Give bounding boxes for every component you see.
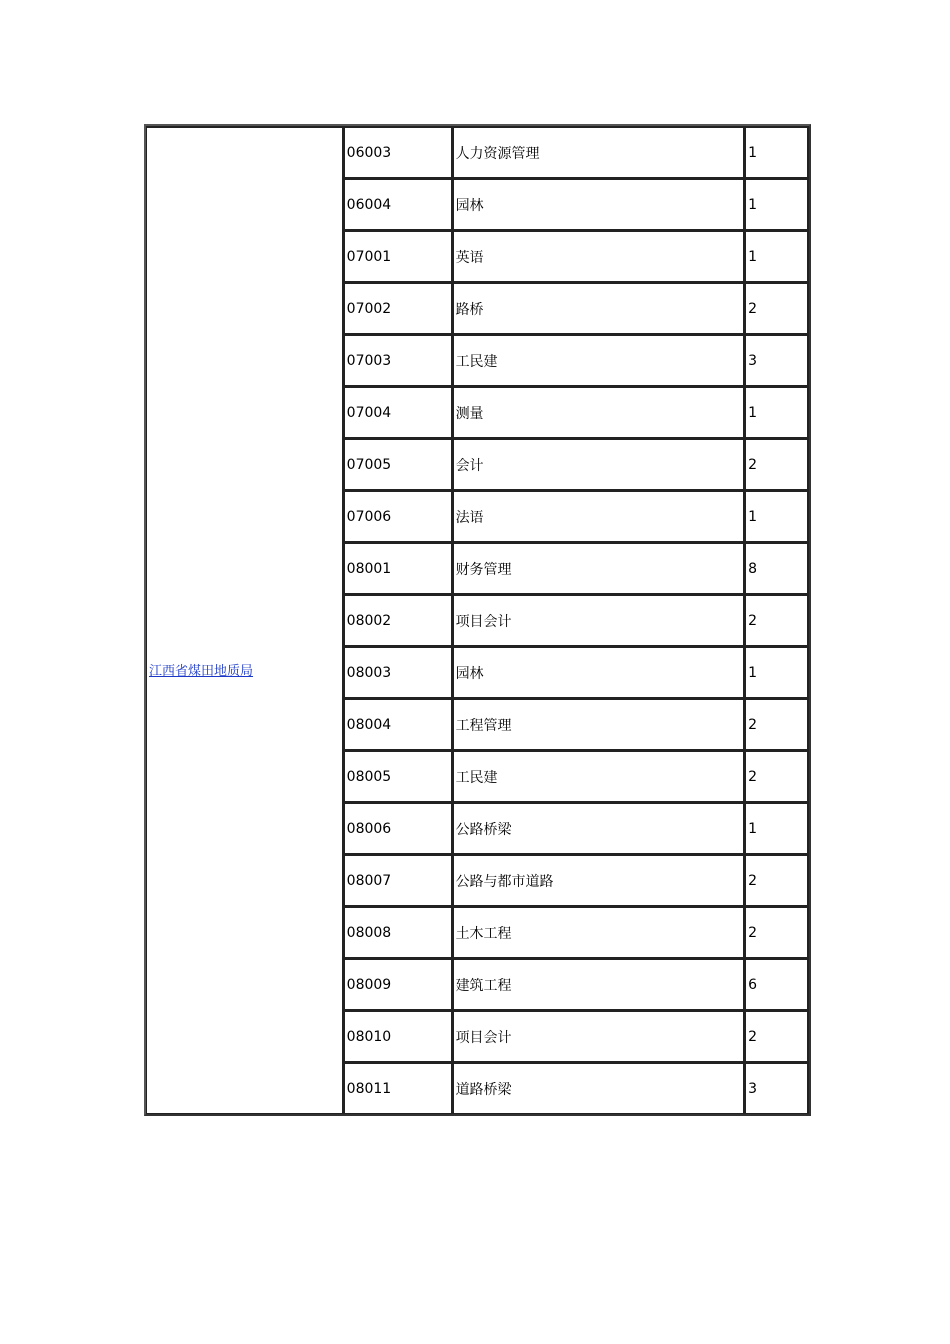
code-cell: 08002 xyxy=(344,594,453,646)
major-cell: 工民建 xyxy=(453,750,746,802)
positions-table-body xyxy=(146,126,809,1114)
code-cell: 08010 xyxy=(344,1010,453,1062)
code-cell: 07005 xyxy=(344,438,453,490)
code-cell: 07004 xyxy=(344,386,453,438)
count-cell: 2 xyxy=(745,698,809,750)
count-cell: 1 xyxy=(745,126,809,178)
count-cell: 2 xyxy=(745,906,809,958)
code-cell: 08009 xyxy=(344,958,453,1010)
code-cell: 08006 xyxy=(344,802,453,854)
count-cell: 1 xyxy=(745,230,809,282)
major-cell: 工程管理 xyxy=(453,698,746,750)
code-cell: 06004 xyxy=(344,178,453,230)
count-cell: 2 xyxy=(745,438,809,490)
code-cell: 07003 xyxy=(344,334,453,386)
code-cell: 06003 xyxy=(344,126,453,178)
major-cell: 园林 xyxy=(453,178,746,230)
count-cell: 2 xyxy=(745,750,809,802)
code-cell: 08007 xyxy=(344,854,453,906)
code-cell: 08008 xyxy=(344,906,453,958)
code-cell: 07006 xyxy=(344,490,453,542)
major-cell: 项目会计 xyxy=(453,1010,746,1062)
major-cell: 测量 xyxy=(453,386,746,438)
count-cell: 3 xyxy=(745,1062,809,1114)
major-cell: 建筑工程 xyxy=(453,958,746,1010)
count-cell: 1 xyxy=(745,646,809,698)
count-cell: 1 xyxy=(745,178,809,230)
count-cell: 1 xyxy=(745,386,809,438)
code-cell: 08001 xyxy=(344,542,453,594)
major-cell: 道路桥梁 xyxy=(453,1062,746,1114)
code-cell: 08004 xyxy=(344,698,453,750)
count-cell: 2 xyxy=(745,594,809,646)
code-cell: 07001 xyxy=(344,230,453,282)
count-cell: 1 xyxy=(745,802,809,854)
major-cell: 项目会计 xyxy=(453,594,746,646)
major-cell: 路桥 xyxy=(453,282,746,334)
major-cell: 公路与都市道路 xyxy=(453,854,746,906)
major-cell: 法语 xyxy=(453,490,746,542)
organization-link[interactable]: 江西省煤田地质局 xyxy=(149,664,254,679)
major-cell: 财务管理 xyxy=(453,542,746,594)
count-cell: 3 xyxy=(745,334,809,386)
positions-table xyxy=(144,124,811,1116)
code-cell: 08005 xyxy=(344,750,453,802)
code-cell: 08011 xyxy=(344,1062,453,1114)
organization-cell xyxy=(146,126,344,1114)
table-row xyxy=(146,126,809,178)
count-cell: 8 xyxy=(745,542,809,594)
major-cell: 园林 xyxy=(453,646,746,698)
major-cell: 土木工程 xyxy=(453,906,746,958)
count-cell: 1 xyxy=(745,490,809,542)
code-cell: 08003 xyxy=(344,646,453,698)
major-cell: 工民建 xyxy=(453,334,746,386)
code-cell: 07002 xyxy=(344,282,453,334)
major-cell: 公路桥梁 xyxy=(453,802,746,854)
major-cell: 人力资源管理 xyxy=(453,126,746,178)
count-cell: 6 xyxy=(745,958,809,1010)
major-cell: 会计 xyxy=(453,438,746,490)
count-cell: 2 xyxy=(745,282,809,334)
major-cell: 英语 xyxy=(453,230,746,282)
count-cell: 2 xyxy=(745,1010,809,1062)
count-cell: 2 xyxy=(745,854,809,906)
